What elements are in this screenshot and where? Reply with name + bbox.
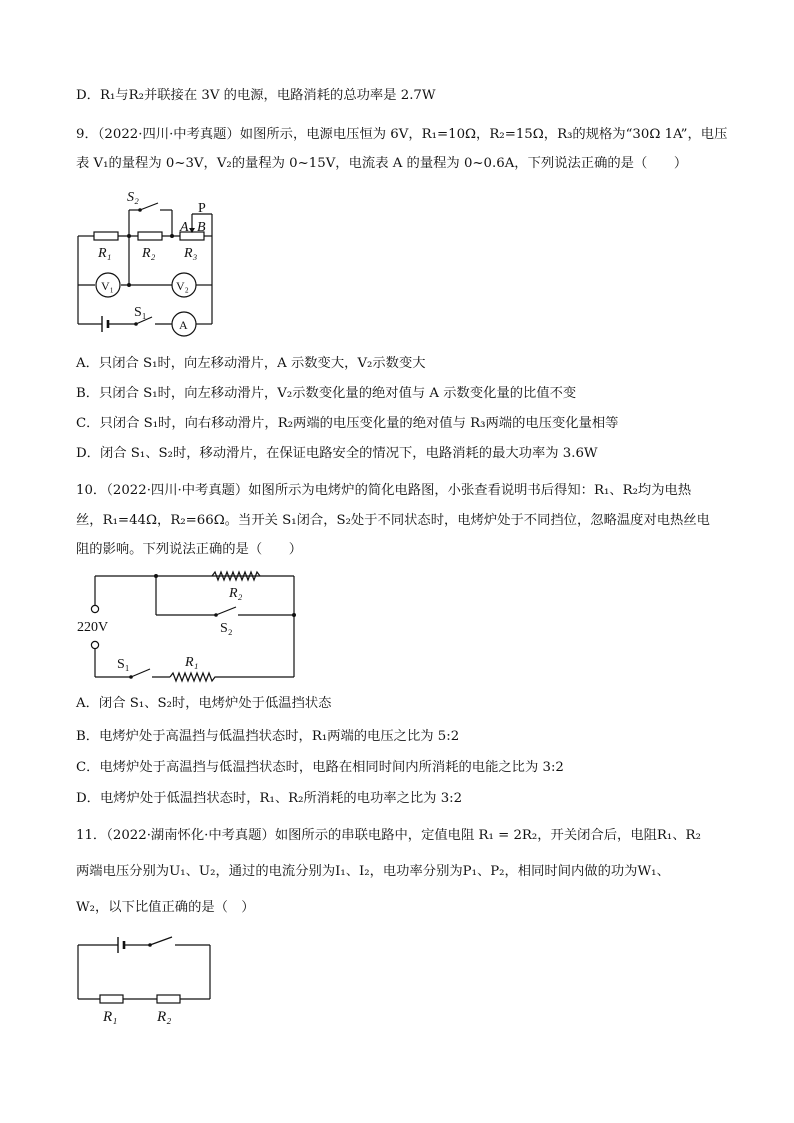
q9-label-b: B [197, 220, 206, 235]
q9-label-v1: V₁ [101, 279, 114, 293]
q11-stem-line-3: W₂，以下比值正确的是（ ） [76, 900, 255, 915]
q9-label-p: P [198, 201, 206, 216]
q9-label-r1: R₁ [98, 246, 112, 261]
q11-switch [150, 937, 172, 945]
q11-resistor-r1 [100, 995, 123, 1003]
q9-option-b: B．只闭合 S₁时，向左移动滑片，V₂示数变化量的绝对值与 A 示数变化量的比值不变 [76, 386, 577, 401]
q11-stem-line-1: 11．（2022·湖南怀化·中考真题）如图所示的串联电路中，定值电阻 R₁ = 2R₂，开关闭合后，电阻R₁、R₂ [76, 828, 701, 843]
q9-stem-line-2: 表 V₁的量程为 0~3V，V₂的量程为 0~15V，电流表 A 的量程为 0~0.6A，下列说法正确的是（ ） [76, 156, 688, 171]
q10-stem-line-1: 10．（2022·四川·中考真题）如图所示为电烤炉的简化电路图，小张查看说明书后得知：R₁、R₂均为电热 [76, 483, 692, 498]
q10-label-r2: R₂ [229, 586, 243, 601]
q11-stem-line-2: 两端电压分别为U₁、U₂，通过的电流分别为I₁、I₂，电功率分别为P₁、P₂，相同时间内做的功为W₁、 [76, 864, 670, 879]
q9-label-ammeter: A [179, 318, 188, 332]
q10-option-a: A．闭合 S₁、S₂时，电烤炉处于低温挡状态 [76, 696, 332, 711]
q9-option-a: A．只闭合 S₁时，向左移动滑片，A 示数变大，V₂示数变大 [76, 356, 426, 371]
q9-label-v2: V₂ [176, 279, 189, 293]
q10-stem-line-2: 丝，R₁=44Ω，R₂=66Ω。当开关 S₁闭合，S₂处于不同状态时，电烤炉处于不同挡位，忽略温度对电热丝电 [76, 513, 710, 528]
q9-label-s2: S₂ [127, 190, 139, 205]
q11-label-r1: R₁ [103, 1009, 118, 1025]
q11-resistor-r2 [157, 995, 180, 1003]
q10-stem-line-3: 阻的影响。下列说法正确的是（ ） [76, 542, 303, 557]
q8-option-d: D．R₁与R₂并联接在 3V 的电源，电路消耗的总功率是 2.7W [76, 88, 436, 103]
q10-option-d: D．电烤炉处于低温挡状态时，R₁、R₂所消耗的电功率之比为 3:2 [76, 791, 463, 806]
q10-label-220v: 220V [77, 620, 109, 635]
q9-label-s1: S₁ [134, 305, 147, 320]
q10-label-r1: R₁ [185, 655, 199, 670]
q10-option-b: B．电烤炉处于高温挡与低温挡状态时，R₁两端的电压之比为 5:2 [76, 729, 460, 744]
q10-label-s1: S₁ [117, 657, 130, 672]
q9-stem-line-1: 9．（2022·四川·中考真题）如图所示，电源电压恒为 6V，R₁=10Ω，R₂=15Ω，R₃的规格为“30Ω 1A”，电压 [76, 127, 728, 142]
q9-label-r3: R₃ [184, 246, 198, 261]
q11-switch-contact [148, 943, 152, 947]
q9-option-c: C．只闭合 S₁时，向右移动滑片，R₂两端的电压变化量的绝对值与 R₃两端的电压变化量相等 [76, 416, 619, 431]
q11-label-r2: R₂ [157, 1009, 172, 1025]
q9-label-r2: R₂ [142, 246, 156, 261]
q9-option-d: D．闭合 S₁、S₂时，移动滑片，在保证电路安全的情况下，电路消耗的最大功率为 3.6W [76, 446, 598, 461]
q10-option-c: C．电烤炉处于高温挡与低温挡状态时，电路在相同时间内所消耗的电能之比为 3:2 [76, 760, 564, 775]
q9-label-a: A [180, 220, 189, 235]
q10-label-s2: S₂ [220, 621, 233, 636]
